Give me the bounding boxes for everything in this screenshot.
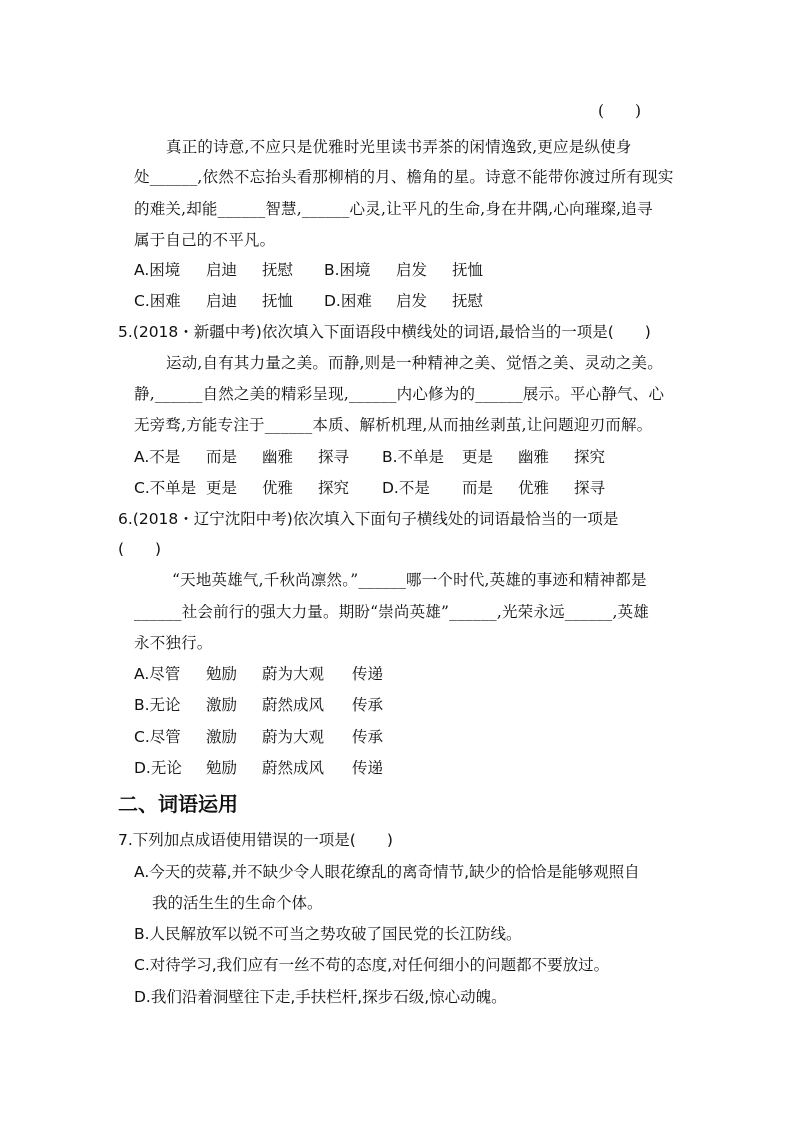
q6-option-b-word-4: 传承 (352, 696, 384, 714)
q5-stem: 5.(2018・新疆中考)依次填入下面语段中横线处的词语,最恰当的一项是( ) (118, 323, 651, 341)
q7-option-d[interactable]: D.我们沿着洞壁往下走,手扶栏杆,探步石级,惊心动魄。 (134, 988, 507, 1006)
q6-option-d-label: D.无论 (134, 759, 182, 777)
q6-option-b-word-2: 激励 (206, 696, 238, 714)
q4-passage-line-3: 的难关,却能______智慧,______心灵,让平凡的生命,身在井隅,心向璀璨,追寻 (134, 200, 653, 218)
q6-option-a-word-2: 勉励 (206, 665, 238, 683)
q6-stem-line-2: ( ) (118, 540, 162, 558)
section-heading: 二、词语运用 (118, 792, 238, 816)
q4-option-a-word-3: 抚慰 (262, 261, 294, 279)
q7-option-a-line-2: 我的活生生的生命个体。 (152, 894, 323, 912)
q6-option-d-word-4: 传递 (352, 759, 384, 777)
q6-option-a[interactable] (134, 664, 392, 684)
q5-option-c-word-2: 更是 (206, 479, 238, 497)
q6-option-b-word-3: 蔚然成风 (262, 696, 325, 714)
q4-option-d-word-2: 启发 (396, 292, 428, 310)
q5-option-b[interactable]: B.不单是 (382, 448, 445, 466)
q4-option-c[interactable]: C.困难 (134, 292, 181, 310)
q5-options-row-2 (134, 478, 614, 498)
q6-option-d[interactable] (134, 758, 392, 778)
q6-option-c-label: C.尽管 (134, 728, 181, 746)
q5-option-b-word-4: 探究 (574, 448, 606, 466)
q4-option-d-word-3: 抚慰 (452, 292, 484, 310)
q5-option-c[interactable]: C.不单是 (134, 479, 197, 497)
q7-stem: 7.下列加点成语使用错误的一项是( ) (118, 831, 393, 849)
q4-option-a-word-2: 启迪 (206, 261, 238, 279)
q6-option-a-label: A.尽管 (134, 665, 181, 683)
q4-options-row-2 (134, 291, 502, 311)
q5-options-row-1 (134, 447, 614, 467)
q6-option-d-word-2: 勉励 (206, 759, 238, 777)
q4-options-row-1 (134, 260, 502, 280)
q5-option-b-word-3: 幽雅 (518, 448, 550, 466)
q5-passage-line-3: 无旁骛,方能专注于______本质、解析机理,从而抽丝剥茧,让问题迎刃而解。 (134, 416, 653, 434)
q5-option-d-word-4: 探寻 (574, 479, 606, 497)
q4-answer-paren: ( ) (598, 102, 642, 120)
q4-option-c-word-3: 抚恤 (262, 292, 294, 310)
q7-option-c[interactable]: C.对待学习,我们应有一丝不苟的态度,对任何细小的问题都不要放过。 (134, 956, 610, 974)
q6-passage-line-1: “天地英雄气,千秋尚凛然。”______哪一个时代,英雄的事迹和精神都是 (172, 571, 647, 589)
q5-passage-line-2: 静,______自然之美的精彩呈现,______内心修为的______展示。平心静气、心 (134, 385, 665, 403)
q4-option-b[interactable]: B.困境 (324, 261, 371, 279)
q6-passage-line-2: ______社会前行的强大力量。期盼“崇尚英雄”______,光荣永远______,英雄 (134, 603, 650, 621)
q4-passage-line-1: 真正的诗意,不应只是优雅时光里读书弄茶的闲情逸致,更应是纵使身 (166, 138, 632, 156)
q7-option-b[interactable]: B.人民解放军以锐不可当之势攻破了国民党的长江防线。 (134, 925, 522, 943)
q4-option-b-word-2: 启发 (396, 261, 428, 279)
q4-passage-line-2: 处______,依然不忘抬头看那柳梢的月、檐角的星。诗意不能带你渡过所有现实 (134, 168, 674, 186)
q4-option-b-word-3: 抚恤 (452, 261, 484, 279)
q6-option-c-word-3: 蔚为大观 (262, 728, 325, 746)
q5-option-a-word-4: 探寻 (318, 448, 350, 466)
q5-option-a-word-2: 而是 (206, 448, 238, 466)
q6-option-c-word-2: 激励 (206, 728, 238, 746)
q6-option-b[interactable] (134, 695, 392, 715)
q6-stem-line-1: 6.(2018・辽宁沈阳中考)依次填入下面句子横线处的词语最恰当的一项是 (118, 510, 619, 528)
q4-option-d[interactable]: D.困难 (324, 292, 372, 310)
q4-passage-line-4: 属于自己的不平凡。 (134, 231, 276, 249)
q6-option-a-word-4: 传递 (352, 665, 384, 683)
q5-option-b-word-2: 更是 (462, 448, 494, 466)
q5-option-d[interactable]: D.不是 (382, 479, 430, 497)
q4-option-c-word-2: 启迪 (206, 292, 238, 310)
q5-option-d-word-2: 而是 (462, 479, 494, 497)
q5-option-a[interactable]: A.不是 (134, 448, 181, 466)
q5-option-c-word-4: 探究 (318, 479, 350, 497)
q6-option-c-word-4: 传承 (352, 728, 384, 746)
q5-option-c-word-3: 优雅 (262, 479, 294, 497)
q4-option-a[interactable]: A.困境 (134, 261, 181, 279)
q5-option-a-word-3: 幽雅 (262, 448, 294, 466)
q5-passage-line-1: 运动,自有其力量之美。而静,则是一种精神之美、觉悟之美、灵动之美。 (166, 354, 663, 372)
q6-option-d-word-3: 蔚然成风 (262, 759, 325, 777)
q7-option-a-line-1[interactable]: A.今天的荧幕,并不缺少令人眼花缭乱的离奇情节,缺少的恰恰是能够观照自 (134, 863, 640, 881)
q6-option-b-label: B.无论 (134, 696, 181, 714)
q6-option-c[interactable] (134, 727, 392, 747)
q6-passage-line-3: 永不独行。 (134, 634, 213, 652)
q5-option-d-word-3: 优雅 (518, 479, 550, 497)
q6-option-a-word-3: 蔚为大观 (262, 665, 325, 683)
